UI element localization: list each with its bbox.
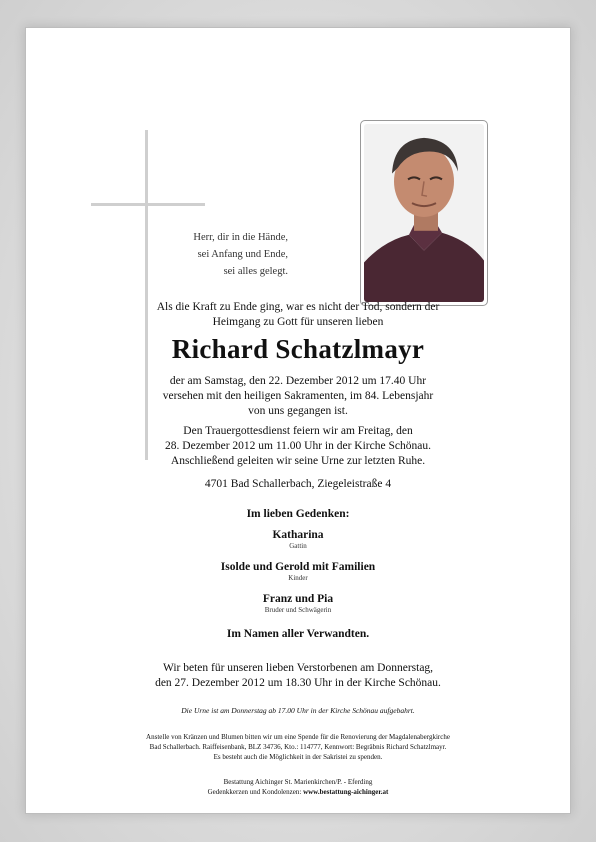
service-line: Anschließend geleiten wir seine Urne zur letzten Ruhe.	[170, 455, 426, 467]
passing-line: versehen mit den heiligen Sakramenten, im 84. Lebensjahr	[162, 390, 434, 402]
mourner-relation: Gattin	[289, 542, 307, 550]
verse-line: sei Anfang und Ende,	[197, 249, 288, 260]
mourner-entry	[60, 593, 536, 614]
mourner-relation: Kinder	[288, 574, 308, 582]
condolence-label: Gedenkkerzen und Kondolenzen:	[207, 788, 304, 796]
gedenken-title: Im lieben Gedenken:	[246, 508, 350, 520]
mourner-name: Katharina	[272, 529, 324, 541]
portrait-photo	[360, 120, 488, 306]
passing-text	[60, 374, 536, 419]
deceased-name: Richard Schatzlmayr	[171, 334, 425, 364]
relatives-note: Im Namen aller Verwandten.	[226, 628, 370, 640]
verse-line: Herr, dir in die Hände,	[193, 232, 288, 243]
service-line: 28. Dezember 2012 um 11.00 Uhr in der Kirche Schönau.	[165, 440, 431, 452]
mourner-name: Isolde und Gerold mit Familien	[220, 561, 376, 573]
intro-line: Als die Kraft zu Ende ging, war es nicht der Tod, sondern der	[156, 301, 440, 313]
verse-line: sei alles gelegt.	[223, 266, 288, 277]
urn-note: Die Urne ist am Donnerstag ab 17.00 Uhr in der Kirche Schönau aufgebahrt.	[181, 706, 415, 715]
intro-line: Heimgang zu Gott für unseren lieben	[212, 316, 384, 328]
intro-text	[60, 300, 536, 330]
obituary-card	[28, 30, 568, 811]
footer	[60, 777, 536, 797]
passing-line: von uns gegangen ist.	[248, 405, 348, 417]
mourner-name: Franz und Pia	[262, 593, 334, 605]
cross-icon-horizontal	[91, 203, 205, 206]
prayer-line: Wir beten für unseren lieben Verstorbenen am Donnerstag,	[162, 662, 434, 674]
prayer-line: den 27. Dezember 2012 um 18.30 Uhr in der Kirche Schönau.	[155, 677, 441, 689]
service-line: Den Trauergottesdienst feiern wir am Freitag, den	[183, 425, 413, 437]
donation-text	[60, 732, 536, 762]
address: 4701 Bad Schallerbach, Ziegeleistraße 4	[204, 478, 392, 490]
donation-line: Anstelle von Kränzen und Blumen bitten wir um eine Spende für die Renovierung der Magdalenabergkirche	[146, 733, 450, 741]
prayer-text	[60, 661, 536, 691]
condolence-link[interactable]: www.bestattung-aichinger.at	[303, 788, 389, 796]
verse	[88, 229, 288, 280]
passing-line: der am Samstag, den 22. Dezember 2012 um 17.40 Uhr	[169, 375, 427, 387]
donation-line: Bad Schallerbach. Raiffeisenbank, BLZ 34736, Kto.: 114777, Kennwort: Begräbnis Richard Schatzlmayr.	[149, 743, 447, 751]
mourner-entry	[60, 561, 536, 582]
mourner-relation: Bruder und Schwägerin	[264, 606, 332, 614]
mourner-entry	[60, 529, 536, 550]
service-text	[60, 424, 536, 469]
condolence-line	[60, 787, 536, 797]
funeral-home: Bestattung Aichinger St. Marienkirchen/P. - Eferding	[223, 778, 373, 786]
portrait-image	[364, 124, 484, 302]
donation-line: Es besteht auch die Möglichkeit in der Sakristei zu spenden.	[213, 753, 383, 761]
